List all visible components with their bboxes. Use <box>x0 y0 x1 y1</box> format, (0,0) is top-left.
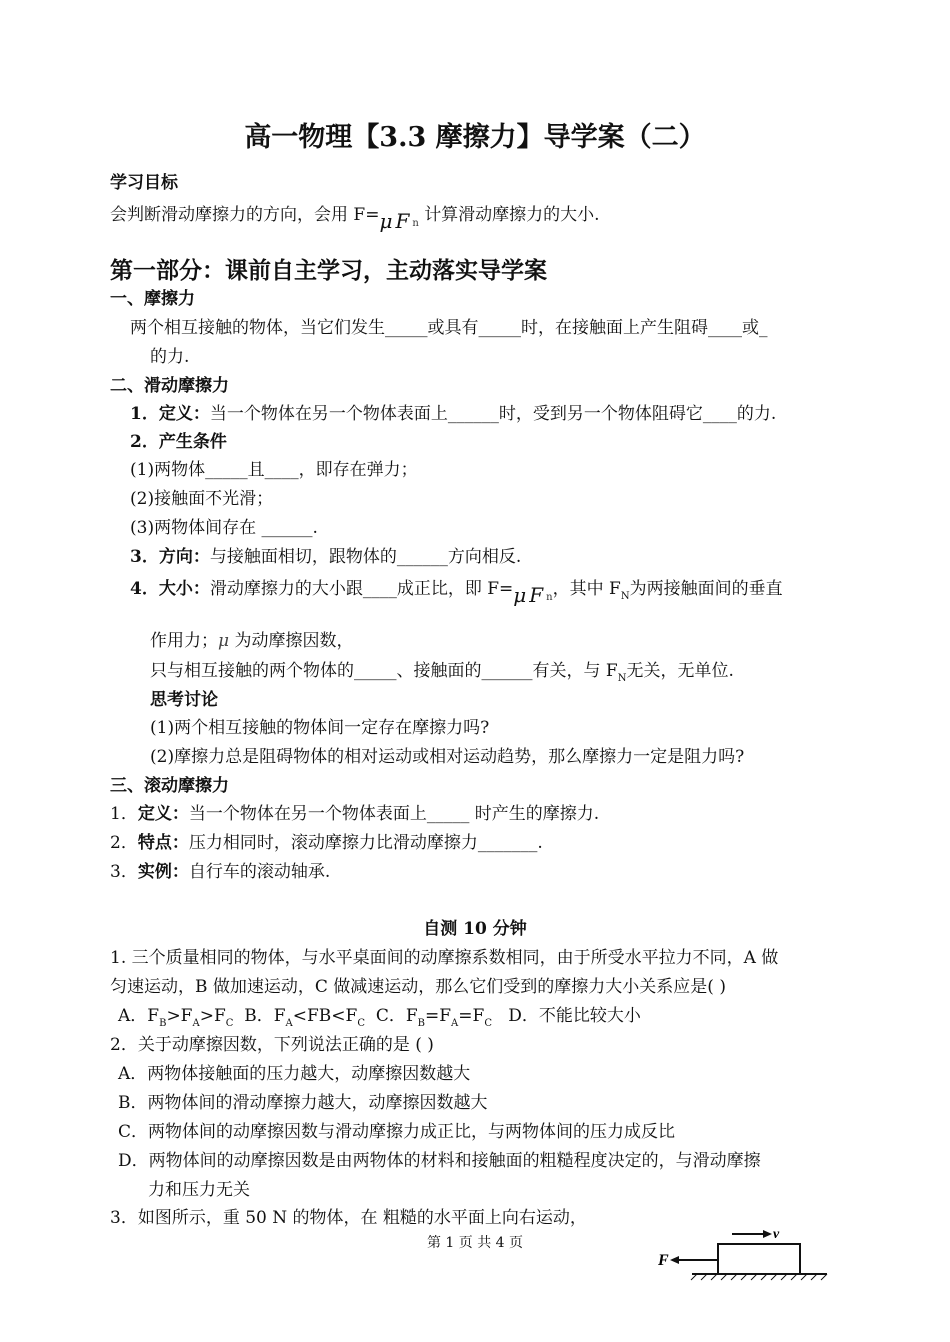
sec3-heading: 三、滚动摩擦力 <box>110 776 229 796</box>
sec2-size-text: 滑动摩擦力的大小跟____成正比，即 F= <box>209 579 514 599</box>
size-line2-before: 作用力； <box>150 631 218 651</box>
part1-heading: 第一部分：课前自主学习，主动落实导学案 <box>110 257 547 284</box>
sec1-heading: 一、摩擦力 <box>110 289 195 309</box>
sec2-def-text: 当一个物体在另一个物体表面上______时，受到另一个物体阻碍它____的力. <box>209 404 777 424</box>
page-footer: 第 1 页 共 4 页 <box>426 1235 524 1251</box>
goals-heading: 学习目标 <box>110 173 178 193</box>
selftest-heading: 自测 10 分钟 <box>423 919 527 939</box>
think-question-1: (1)两个相互接触的物体间一定存在摩擦力吗? <box>150 718 490 738</box>
goals-text-after: 计算滑动摩擦力的大小. <box>424 205 600 225</box>
sec2-size-label: 4．大小： <box>130 579 210 599</box>
size-line3-1: 只与相互接触的两个物体的_____、接触面的______有关，与 F <box>150 661 618 681</box>
goals-text <box>110 202 600 233</box>
sec2-cond2: (2)接触面不光滑； <box>130 489 274 509</box>
sec1-line2: 的力. <box>150 347 190 367</box>
sec3-def-num: 1． <box>110 804 138 824</box>
sec3-ex-text: 自行车的滚动轴承. <box>188 862 331 882</box>
size-fn-subscript: N <box>620 591 630 602</box>
size-text-after-1: ，其中 F <box>552 579 621 599</box>
sec3-feat-text: 压力相同时，滚动摩擦力比滑动摩擦力_______. <box>188 833 543 853</box>
q2-option-c: C．两物体间的动摩擦因数与滑动摩擦力成正比，与两物体间的压力成反比 <box>118 1122 676 1142</box>
q1-option-a: A．$F_B>F_A>F_C$ <box>118 1006 234 1029</box>
think-question-2: (2)摩擦力总是阻碍物体的相对运动或相对运动趋势，那么摩擦力一定是阻力吗? <box>150 747 745 767</box>
sec3-ex-label: 实例： <box>137 862 189 882</box>
block-force-diagram <box>652 1222 832 1282</box>
sec2-size-line2 <box>150 630 353 652</box>
size-line2-after: 为动摩擦因数， <box>234 631 354 651</box>
formula-mu-fn: μF <box>379 209 413 233</box>
think-label: 思考讨论 <box>150 690 218 710</box>
sec3-example <box>110 861 330 883</box>
sec2-def-label: 1．定义： <box>130 404 210 424</box>
q2-option-d-line1: D．两物体间的动摩擦因数是由两物体的材料和接触面的粗糙程度决定的，与滑动摩擦 <box>118 1151 761 1171</box>
q1-options <box>118 1005 641 1030</box>
q2-stem: 2．关于动摩擦因数，下列说法正确的是 ( ) <box>110 1035 434 1055</box>
sec2-size <box>130 576 783 607</box>
q1-option-c: C．$F_B=F_A=F_C$ <box>375 1006 492 1029</box>
q1-line1: 1. 三个质量相同的物体，与水平桌面间的动摩擦系数相同，由于所受水平拉力不同，A 做 <box>110 948 779 968</box>
force-arrow <box>670 1256 718 1264</box>
q1-option-b: B．$F_A<FB<F_C$ <box>244 1006 365 1029</box>
sec2-heading: 二、滑动摩擦力 <box>110 376 229 396</box>
size-line3-2: 无关，无单位. <box>626 661 734 681</box>
velocity-label: v <box>773 1227 780 1242</box>
mu-symbol: μ <box>218 631 230 651</box>
sec3-feat-num: 2． <box>110 833 138 853</box>
formula-subscript: n <box>412 218 419 229</box>
velocity-arrow <box>732 1230 772 1238</box>
sec2-direction <box>130 546 521 568</box>
sec2-cond1: (1)两物体_____且____，即存在弹力； <box>130 460 418 480</box>
goals-text-before: 会判断滑动摩擦力的方向，会用 F= <box>110 205 380 225</box>
sec3-definition <box>110 803 599 825</box>
q3-stem: 3．如图所示，重 50 N 的物体，在 粗糙的水平面上向右运动， <box>110 1208 587 1228</box>
sec2-cond-label: 2．产生条件 <box>130 432 227 452</box>
sec3-feat-label: 特点： <box>137 833 189 853</box>
sec2-dir-text: 与接触面相切，跟物体的______方向相反. <box>209 547 522 567</box>
q1-line2: 匀速运动，B 做加速运动，C 做减速运动，那么它们受到的摩擦力大小关系应是( ) <box>110 977 726 997</box>
size-formula-subscript: n <box>546 592 553 603</box>
q1-option-d: D．不能比较大小 <box>508 1006 641 1026</box>
sec3-feature <box>110 832 543 854</box>
q2-option-a: A．两物体接触面的压力越大，动摩擦因数越大 <box>118 1064 471 1084</box>
size-line3-subscript: N <box>617 673 627 684</box>
force-label: F <box>658 1252 669 1269</box>
sec1-line1: 两个相互接触的物体，当它们发生_____或具有_____时，在接触面上产生阻碍____或_ <box>130 318 768 338</box>
block <box>718 1244 800 1274</box>
sec2-cond3: (3)两物体间存在 ______. <box>130 518 318 538</box>
sec2-size-line3 <box>150 660 734 685</box>
sec3-def-label: 定义： <box>137 804 189 824</box>
sec2-dir-label: 3．方向： <box>130 547 210 567</box>
sec3-def-text: 当一个物体在另一个物体表面上_____ 时产生的摩擦力. <box>188 804 600 824</box>
sec2-definition <box>130 403 776 425</box>
size-text-after-2: 为两接触面间的垂直 <box>629 579 783 599</box>
q2-option-d-line2: 力和压力无关 <box>148 1180 250 1200</box>
size-formula-mu-fn: μF <box>513 583 547 607</box>
page-title: 高一物理【3.3 摩擦力】导学案（二） <box>244 122 706 153</box>
q2-option-b: B．两物体间的滑动摩擦力越大，动摩擦因数越大 <box>118 1093 488 1113</box>
sec3-ex-num: 3． <box>110 862 138 882</box>
